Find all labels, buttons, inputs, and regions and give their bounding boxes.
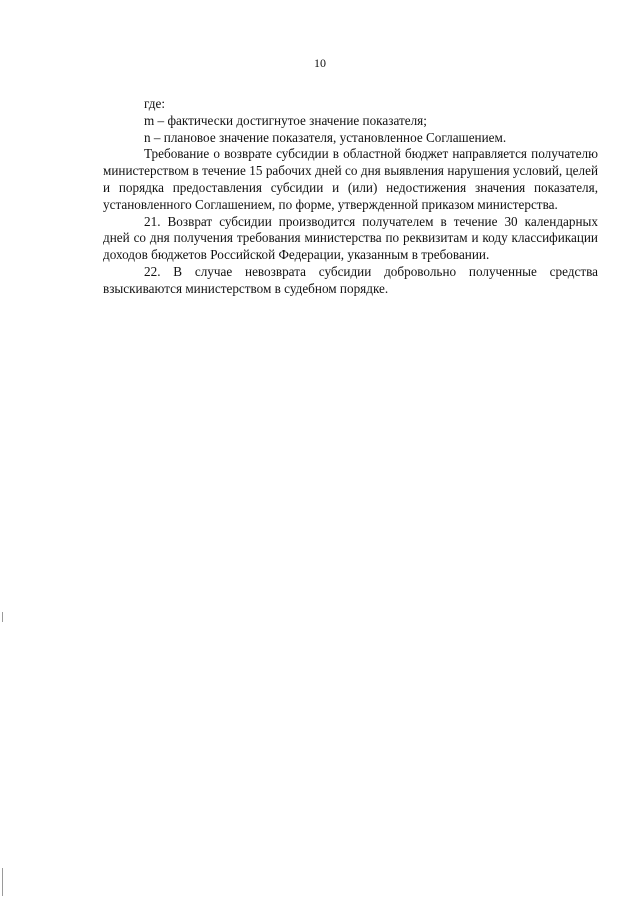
formula-variable-n: n – плановое значение показателя, установленное Соглашением.	[144, 129, 507, 145]
scan-edge-mark	[2, 868, 3, 896]
formula-variable-m: m – фактически достигнутое значение показателя;	[144, 112, 427, 128]
document-body	[103, 96, 598, 298]
paragraph-22-court-recovery: 22. В случае невозврата субсидии добровольно полученные средства взыскиваются министерством в судебном порядке.	[103, 263, 598, 296]
formula-where-label: где:	[144, 96, 165, 111]
paragraph-refund-requirement: Требование о возврате субсидии в областной бюджет направляется получателю министерством в течение 15 рабочих дней со дня выявления нарушения условий, целей и порядка предоставления субсидии и (или) недостижения значения показателя, установленного Соглашением, по форме, утвержденной приказом министерства.	[103, 146, 598, 212]
scan-edge-mark	[2, 612, 3, 622]
paragraph-21-refund-procedure: 21. Возврат субсидии производится получателем в течение 30 календарных дней со дня получения требования министерства по реквизитам и коду классификации доходов бюджетов Российской Федерации, указанным в требовании.	[103, 213, 598, 263]
page-number: 10	[314, 56, 326, 70]
